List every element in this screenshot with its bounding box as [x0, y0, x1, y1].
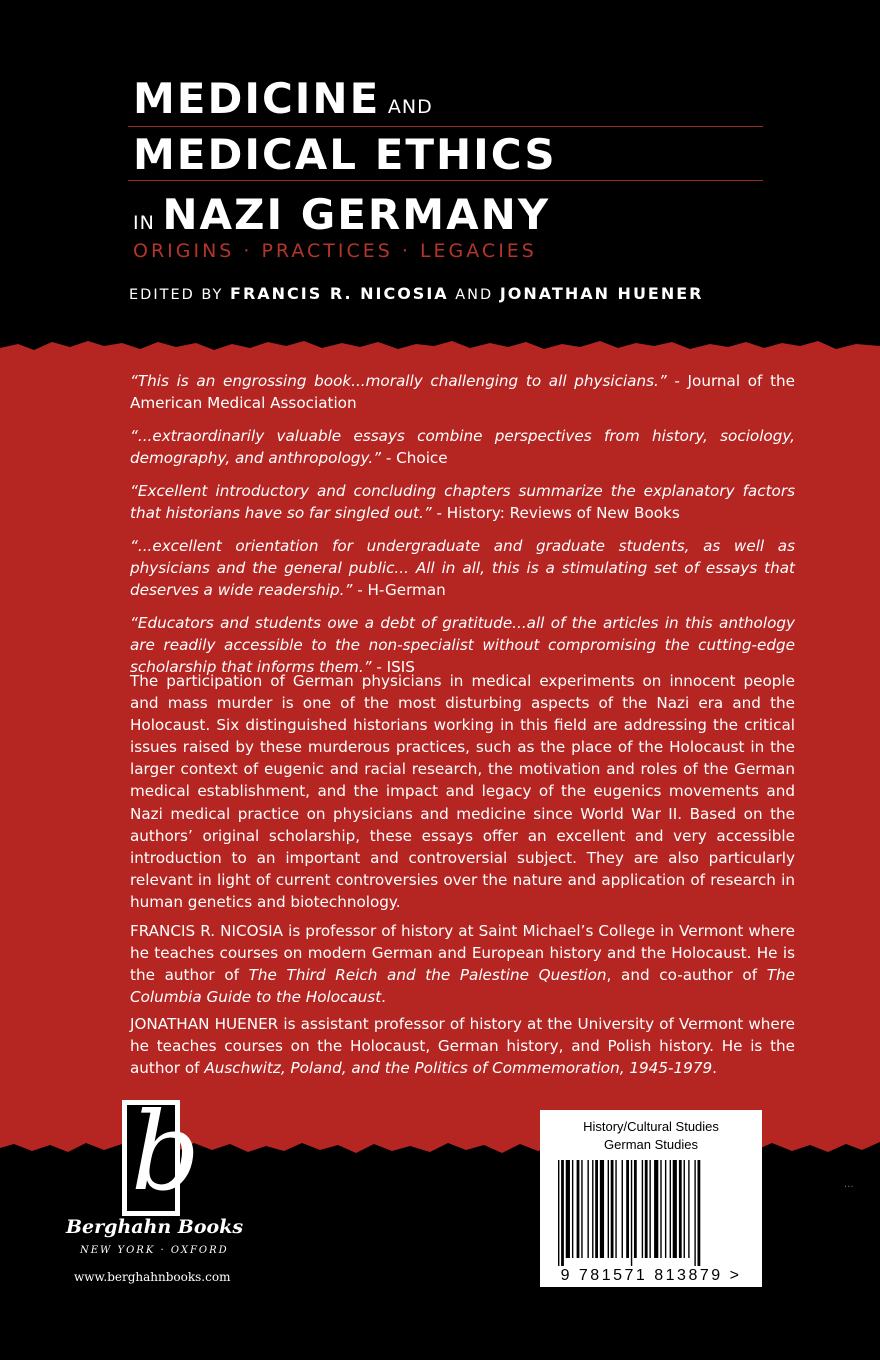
quote-text: “...excellent orientation for undergraduate and graduate students, as well as physicians and the general public... All in all, this is a stimulating set of essays that deserves a wide readership.” — [130, 537, 795, 599]
publisher-url: www.berghahnbooks.com — [74, 1270, 231, 1284]
barcode-bar — [558, 1160, 559, 1266]
subject-category — [540, 1118, 762, 1154]
quote-text: “Excellent introductory and concluding chapters summarize the explanatory factors that historians have so far singled out.” — [130, 482, 795, 522]
barcode-bar — [631, 1160, 632, 1266]
editor-bio-nicosia — [130, 920, 795, 1008]
review-quote — [130, 612, 795, 678]
quote-text: “...extraordinarily valuable essays combine perspectives from history, sociology, demography, and anthropology.” — [130, 427, 795, 467]
barcode-bar — [587, 1160, 588, 1258]
quote-text: “Educators and students owe a debt of gratitude...all of the articles in this anthology are readily accessible to the non-specialist without compromising the cutting-edge scholarship that informs them.” — [130, 614, 795, 676]
review-quotes — [130, 370, 795, 689]
barcode-bar — [615, 1160, 616, 1258]
barcode-bar — [577, 1160, 580, 1258]
book-description: The participation of German physicians in medical experiments on innocent people and mass murder is one of the most disturbing aspects of the Nazi era and the Holocaust. Six distinguished historians working in this field are addressing the critical issues raised by these murderous practices, such as the place of the Holocaust in the larger context of eugenic and racial research, the motivation and roles of the German medical establishment, and the impact and legacy of the eugenics movements and Nazi medical practice on physicians and medicine since World War II. Based on the authors’ original scholarship, these essays offer an excellent and very accessible introduction to an important and controversial subject. They are also particularly relevant in light of current controversies over the nature and application of research in human genetics and biotechnology. — [130, 672, 795, 911]
subtitle: ORIGINS · PRACTICES · LEGACIES — [133, 240, 537, 262]
title-line-1 — [133, 74, 433, 123]
editor-name: FRANCIS R. NICOSIA — [230, 284, 449, 303]
title-line-3 — [133, 190, 550, 239]
book-title: The Third Reich and the Palestine Question — [248, 966, 607, 985]
publisher-name: Berghahn Books — [66, 1216, 244, 1238]
barcode-bar — [634, 1160, 637, 1258]
edited-by-label: EDITED BY — [129, 287, 224, 303]
isbn-number: 9 781571 813879 > — [560, 1267, 742, 1284]
barcode-bar — [622, 1160, 623, 1258]
barcode-bars — [558, 1160, 744, 1266]
barcode-bar — [592, 1160, 593, 1258]
category-label: History/Cultural Studies — [583, 1119, 719, 1134]
barcode-bar — [660, 1160, 661, 1258]
title-medicine: MEDICINE — [133, 74, 381, 123]
review-quote — [130, 535, 795, 601]
barcode-bar — [608, 1160, 609, 1258]
bio-text: , and co-author of — [606, 966, 767, 985]
barcode-bar — [611, 1160, 614, 1258]
barcode-bar — [645, 1160, 648, 1258]
editor-bio-huener — [130, 1013, 795, 1079]
title-in: IN — [133, 212, 155, 234]
quote-source: - History: Reviews of New Books — [431, 504, 680, 522]
and-label: AND — [455, 287, 494, 303]
barcode-bar — [673, 1160, 677, 1258]
decorative-dots: ··· — [844, 1182, 854, 1193]
quote-text: “This is an engrossing book...morally challenging to all physicians.” — [130, 372, 667, 390]
barcode-bar — [581, 1160, 582, 1258]
bio-text: FRANCIS R. NICOSIA is professor of history at Saint Michael’s College in Vermont where he teaches courses on modern German and European history and the Holocaust. He is the author of — [130, 922, 795, 985]
barcode-bar — [654, 1160, 658, 1258]
logo-background — [127, 1090, 201, 1215]
barcode-box — [540, 1110, 762, 1287]
bio-text: . — [712, 1059, 717, 1078]
barcode-bar — [665, 1160, 666, 1258]
publisher-logo — [122, 1090, 201, 1216]
book-title: The Columbia Guide to the Holocaust — [130, 966, 795, 1007]
quote-source: - Choice — [381, 449, 448, 467]
title-medical-ethics: MEDICAL ETHICS — [133, 130, 557, 179]
barcode-bar — [684, 1160, 685, 1258]
title-rule — [128, 126, 763, 127]
review-quote — [130, 425, 795, 469]
editors-line — [129, 284, 704, 303]
quote-source: - Journal of the American Medical Association — [130, 372, 795, 412]
barcode-bar — [649, 1160, 650, 1258]
editor-name: JONATHAN HUENER — [499, 284, 704, 303]
book-title: Auschwitz, Poland, and the Politics of Commemoration, 1945-1979 — [204, 1059, 713, 1078]
publisher-cities: NEW YORK · OXFORD — [80, 1245, 229, 1256]
title-rule — [128, 180, 763, 181]
bio-text: JONATHAN HUENER is assistant professor of history at the University of Vermont where he teaches courses on the Holocaust, German history, and Polish history. He is the author of — [130, 1015, 795, 1078]
barcode-bar — [679, 1160, 682, 1258]
barcode-bar — [694, 1160, 695, 1266]
barcode-bar — [561, 1160, 564, 1266]
category-label: German Studies — [604, 1137, 698, 1152]
logo-letter: b — [131, 1090, 201, 1215]
barcode-bar — [626, 1160, 629, 1258]
barcode-bar — [698, 1160, 701, 1266]
barcode-bar — [670, 1160, 671, 1258]
bio-text: . — [381, 988, 386, 1007]
barcode-bar — [642, 1160, 643, 1258]
review-quote — [130, 370, 795, 414]
barcode-bar — [595, 1160, 598, 1258]
quote-source: - ISIS — [371, 658, 415, 676]
title-and: AND — [387, 96, 433, 118]
quote-source: - H-German — [352, 581, 446, 599]
review-quote — [130, 480, 795, 524]
title-line-2 — [133, 130, 557, 179]
barcode-bar — [600, 1160, 604, 1258]
barcode-bar — [572, 1160, 573, 1258]
title-nazi-germany: NAZI GERMANY — [162, 190, 551, 239]
barcode-bar — [688, 1160, 689, 1258]
barcode-bar — [566, 1160, 570, 1258]
